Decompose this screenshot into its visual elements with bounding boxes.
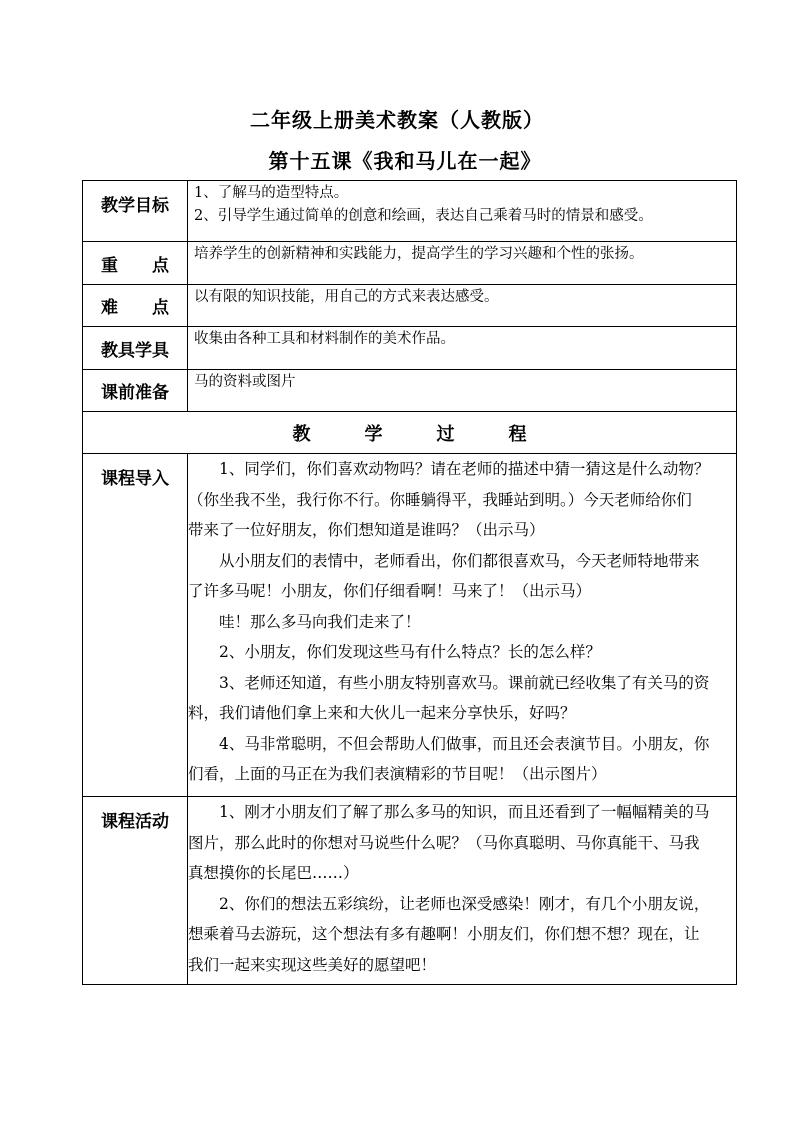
difficulties-label: 难 点 [83,285,188,327]
table-row-tools [83,327,737,370]
objectives-label: 教学目标 [83,181,188,242]
table-row-process-header [83,412,737,454]
tools-text: 收集由各种工具和材料制作的美术作品。 [194,331,455,347]
preparation-content [188,370,737,412]
process-char: 程 [508,423,527,445]
table-row-objectives [83,181,737,242]
intro-line: 1、同学们，你们喜欢动物吗？请在老师的描述中猜一猜这是什么动物？ [219,460,710,478]
activity-line: 我们一起来实现这些美好的愿望吧！ [188,955,437,974]
table-row-preparation [83,370,737,412]
introduction-content [188,454,737,797]
preparation-label: 课前准备 [83,370,188,412]
process-char: 教 [292,423,311,445]
lesson-title: 第十五课《我和马儿在一起》 [268,149,542,173]
intro-line: 哇！那么多马向我们走来了！ [219,612,421,631]
table-row-activities [83,797,737,985]
intro-line: 们看，上面的马正在为我们表演精彩的节目呢！（出示图片） [188,765,607,783]
process-header [83,412,737,454]
key-points-content [188,242,737,285]
activity-line: 2、你们的想法五彩缤纷，让老师也深受感染！刚才，有几个小朋友说， [219,894,710,913]
table-row-introduction [83,454,737,797]
key-points-label: 重 点 [83,242,188,285]
activities-content [188,797,737,985]
activities-label: 课程活动 [83,797,188,985]
lesson-plan-table [82,180,737,985]
intro-line: 3、老师还知道，有些小朋友特别喜欢马。课前就已经收集了有关马的资 [219,673,710,692]
activity-line: 图片，那么此时的你想对马说些什么呢？（马你真聪明、马你真能干、马我 [188,833,700,852]
page-title: 二年级上册美术教案（人教版） [250,108,544,132]
intro-line: 带来了一位好朋友，你们想知道是谁吗？（出示马） [188,521,545,539]
intro-line: 2、小朋友，你们发现这些马有什么特点？长的怎么样？ [219,643,601,661]
intro-line: 4、马非常聪明，不但会帮助人们做事，而且还会表演节目。小朋友，你 [219,734,710,753]
process-char: 过 [436,423,455,445]
intro-line: 料，我们请他们拿上来和大伙儿一起来分享快乐，好吗？ [188,704,576,722]
activity-line: 真想摸你的长尾巴……） [188,864,359,882]
objectives-content [188,181,737,242]
intro-line: 从小朋友们的表情中，老师看出，你们都很喜欢马，今天老师特地带来 [219,551,700,570]
difficulties-text: 以有限的知识技能，用自己的方式来表达感受。 [194,289,499,305]
tools-content [188,327,737,370]
introduction-label: 课程导入 [83,454,188,797]
table-row-difficulties [83,285,737,327]
key-points-text: 培养学生的创新精神和实践能力，提高学生的学习兴趣和个性的张扬。 [194,246,644,262]
preparation-text: 马的资料或图片 [194,374,296,390]
intro-line: （你坐我不坐，我行你不行。你睡躺得平，我睡站到明。）今天老师给你们 [188,490,692,509]
process-char: 学 [364,423,383,445]
difficulties-content [188,285,737,327]
activity-line: 想乘着马去游玩，这个想法有多有趣啊！小朋友们，你们想不想？现在，让 [188,925,700,943]
objective-item: 2、引导学生通过简单的创意和绘画，表达自己乘着马时的情景和感受。 [194,208,653,224]
tools-label: 教具学具 [83,327,188,370]
table-row-key-points [83,242,737,285]
intro-line: 了许多马呢！小朋友，你们仔细看啊！马来了！（出示马） [188,582,592,600]
activity-line: 1、刚才小朋友们了解了那么多马的知识，而且还看到了一幅幅精美的马 [219,803,710,821]
objective-item: 1、了解马的造型特点。 [194,185,349,201]
